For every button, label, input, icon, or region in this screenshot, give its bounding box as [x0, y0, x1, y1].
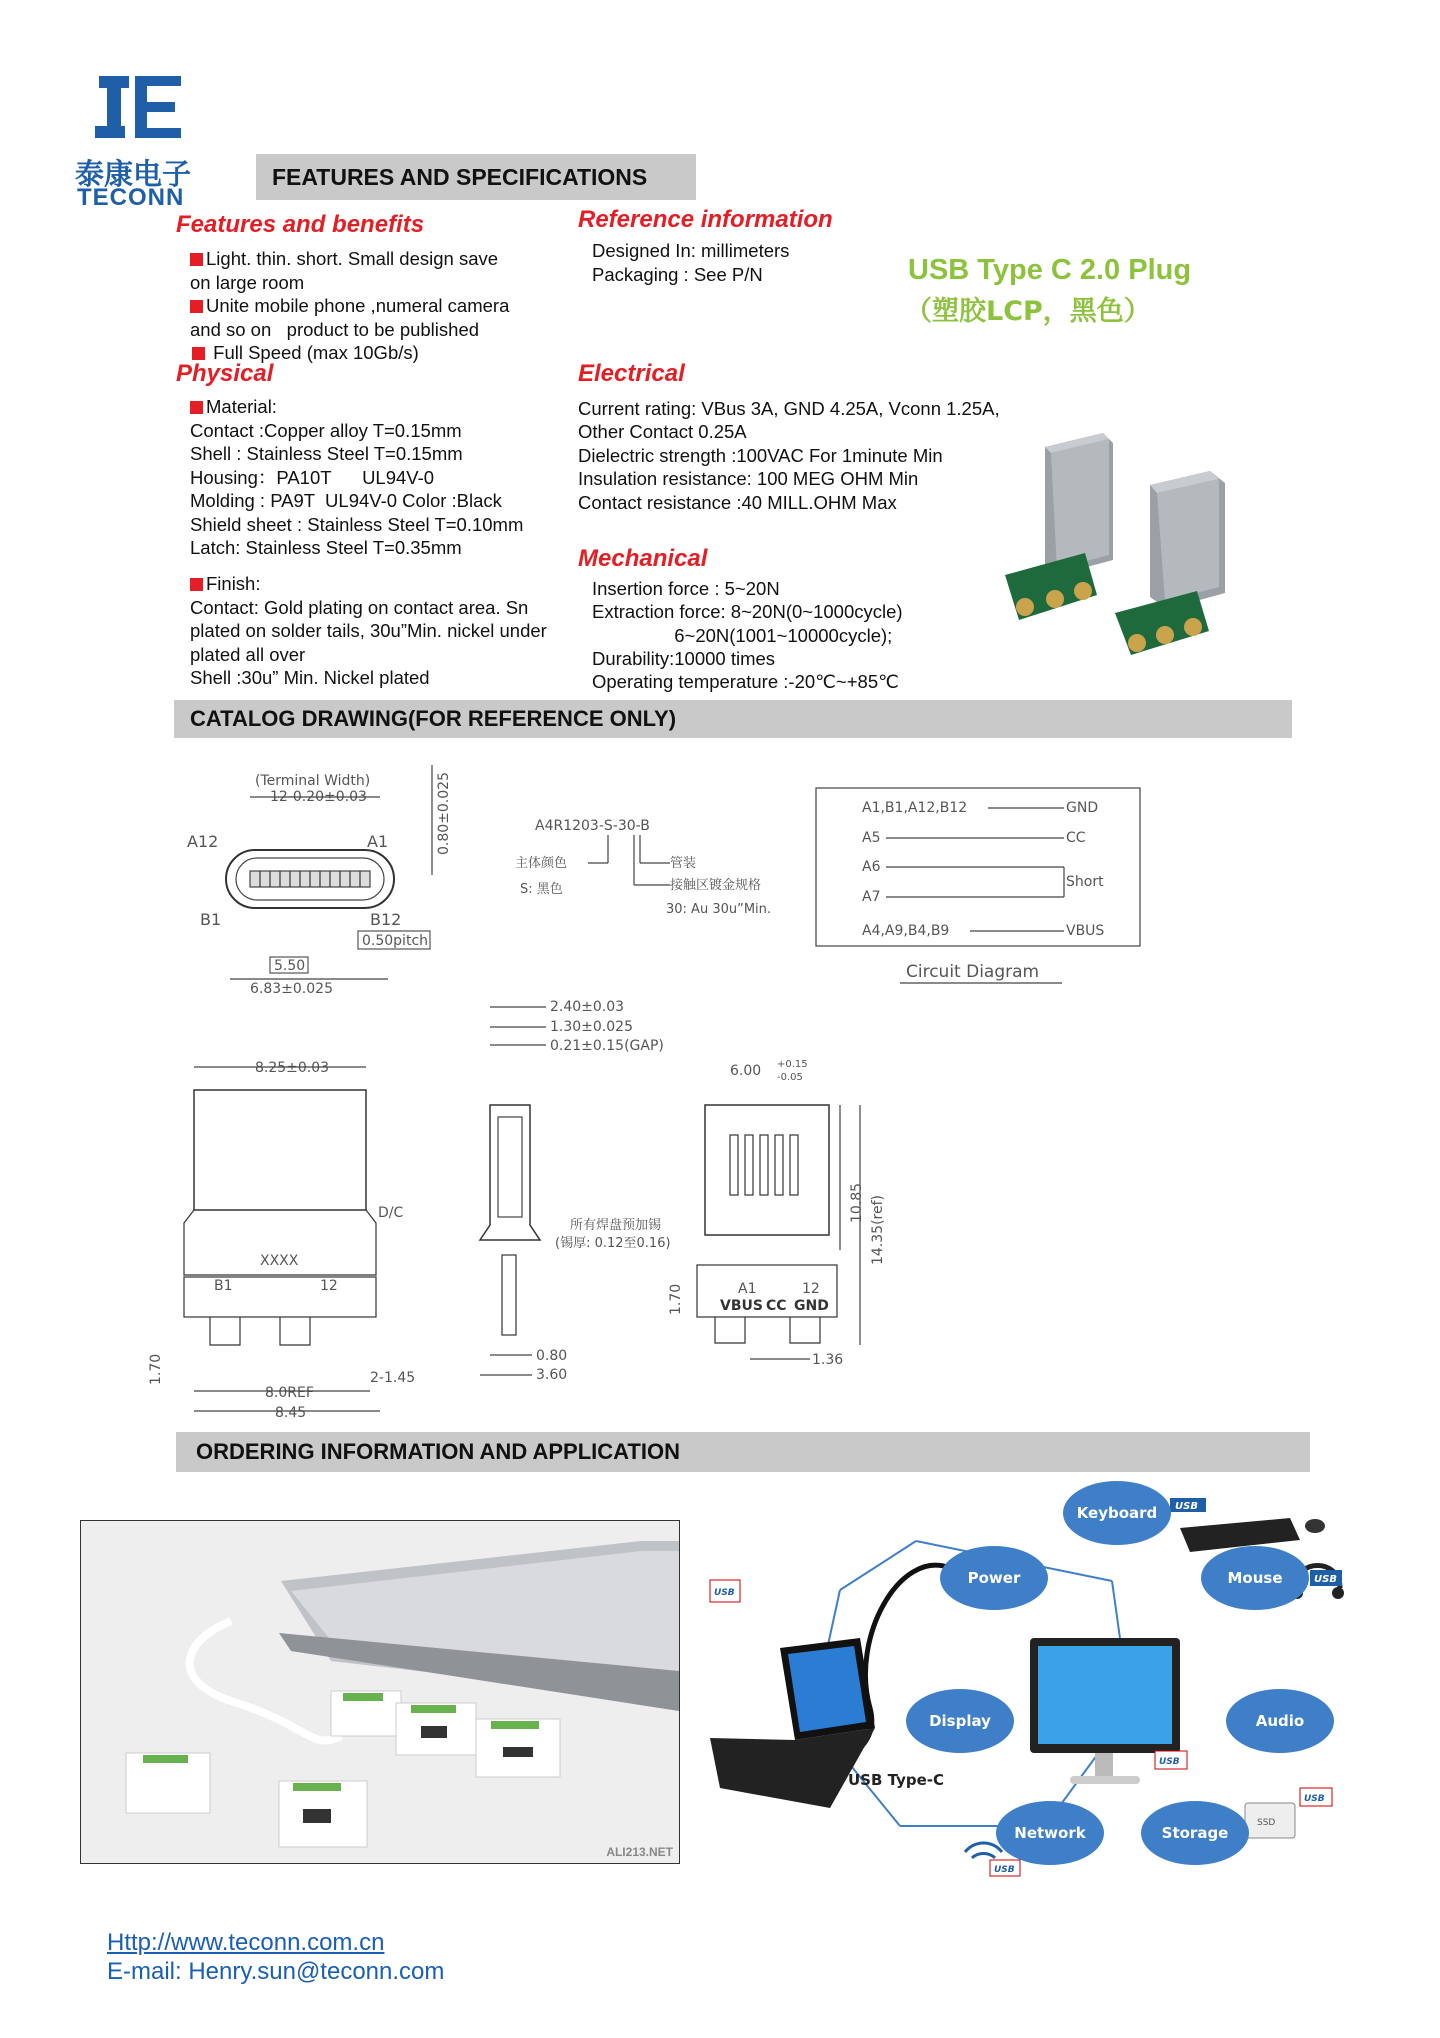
finish-label-text: Finish: — [206, 573, 261, 594]
part-number-callout — [515, 818, 771, 917]
banner-title: FEATURES AND SPECIFICATIONS — [272, 163, 648, 190]
finish-line-2: plated on solder tails, 30u”Min. nickel under — [190, 620, 547, 641]
mechanical-line-3: 6~20N(1001~10000cycle); — [592, 625, 893, 646]
side-dim-2: 1.30±0.025 — [550, 1019, 633, 1035]
node-audio — [1226, 1689, 1334, 1753]
product-subtitle: （塑胶LCP，黑色） — [905, 296, 1151, 327]
circuit-caption: Circuit Diagram — [906, 962, 1040, 982]
node-power — [940, 1546, 1048, 1610]
solder-note-1: 所有焊盘预加锡 — [570, 1218, 662, 1233]
side-dim-1: 2.40±0.03 — [550, 999, 625, 1015]
front-dim-3: 8.0REF — [265, 1385, 314, 1401]
banner-catalog-drawing — [174, 700, 1292, 738]
node-display-label: Display — [929, 1712, 991, 1730]
signal-cc: CC — [1066, 830, 1086, 846]
circuit-row-3: A6 — [862, 859, 881, 875]
mechanical-line-5: Operating temperature :-20℃~+85℃ — [592, 671, 899, 692]
keyboard-icon — [1180, 1518, 1300, 1552]
circuit-row-4: A7 — [862, 889, 881, 905]
mechanical-heading: Mechanical — [578, 545, 708, 572]
node-keyboard — [1063, 1481, 1171, 1545]
physical-line-3: Housing：PA10T UL94V-0 — [190, 467, 435, 488]
usb-badge-text: USB — [1314, 1574, 1337, 1585]
front-view — [148, 1060, 415, 1421]
rear-signal-vbus: VBUS — [720, 1298, 763, 1314]
usb-badge-icon — [1155, 1751, 1187, 1769]
plating-label: 接触区镀金规格 — [670, 878, 762, 893]
finish-line-4: Shell :30u” Min. Nickel plated — [190, 667, 430, 688]
physical-heading: Physical — [176, 360, 274, 387]
physical-line-4: Molding : PA9T UL94V-0 Color :Black — [190, 490, 502, 511]
features-text: Full Speed (max 10Gb/s) — [208, 342, 419, 363]
node-mouse-label: Mouse — [1227, 1569, 1283, 1587]
node-power-label: Power — [967, 1569, 1021, 1587]
reference-line-1: Designed In: millimeters — [592, 240, 790, 261]
usb-adapter-3 — [476, 1719, 560, 1777]
physical-line-6: Latch: Stainless Steel T=0.35mm — [190, 537, 462, 558]
features-heading: Features and benefits — [176, 211, 425, 238]
pin-a1-label: A1 — [367, 832, 389, 851]
node-storage — [1141, 1801, 1249, 1865]
features-text: Light. thin. short. Small design save — [206, 248, 499, 269]
side-bottom-dim-1: 0.80 — [536, 1348, 568, 1364]
front-dim-1: 1.70 — [148, 1353, 164, 1385]
electrical-line-5: Contact resistance :40 MILL.OHM Max — [578, 492, 897, 513]
features-text: Unite mobile phone ,numeral camera — [206, 295, 510, 316]
features-line-1 — [190, 247, 498, 271]
ssd-icon — [1245, 1803, 1295, 1838]
terminal-width-label: (Terminal Width) — [255, 773, 371, 789]
usb-badge-icon — [990, 1860, 1020, 1876]
electrical-heading: Electrical — [578, 360, 685, 387]
bullet-icon — [190, 248, 206, 269]
electrical-line-4: Insulation resistance: 100 MEG OHM Min — [578, 468, 919, 489]
physical-line-1: Contact :Copper alloy T=0.15mm — [190, 420, 462, 441]
pin-b1-label: B1 — [200, 910, 222, 929]
rear-tol-plus: +0.15 — [777, 1059, 808, 1070]
usb-badge-text: USB — [994, 1865, 1015, 1875]
hub-photo-illustration — [81, 1521, 679, 1863]
application-photo — [80, 1520, 680, 1864]
product-photo — [985, 425, 1260, 670]
package-label: 管装 — [670, 856, 697, 871]
pin-a12-label: A12 — [187, 832, 219, 851]
usb-badge-text: USB — [1159, 1757, 1180, 1767]
pin-b12-label: B12 — [370, 910, 402, 929]
circuit-row-2: A5 — [862, 830, 881, 846]
usb-badge-icon — [710, 1580, 740, 1602]
logo-en: TECONN — [77, 184, 185, 211]
catalog-drawing — [148, 745, 1170, 1425]
usb-badge-icon — [1170, 1498, 1206, 1512]
node-audio-label: Audio — [1255, 1712, 1305, 1730]
mechanical-line-1: Insertion force : 5~20N — [592, 578, 780, 599]
usb-adapter-2 — [396, 1703, 476, 1755]
rear-tol-minus: -0.05 — [777, 1072, 803, 1083]
node-keyboard-label: Keyboard — [1076, 1504, 1158, 1522]
features-line-2: on large room — [190, 272, 305, 293]
logo-cn: 泰康电子 — [75, 157, 192, 191]
ssd-label: SSD — [1257, 1818, 1276, 1828]
plug-face-view — [187, 765, 452, 997]
solder-note — [555, 1217, 671, 1251]
front-dim-2: 2-1.45 — [370, 1370, 416, 1386]
side-dimension-labels — [490, 999, 664, 1054]
usb-type-c-label: USB Type-C — [848, 1771, 945, 1789]
rear-dim-total: 14.35(ref) — [870, 1195, 886, 1265]
features-line-4: and so on product to be published — [190, 319, 480, 340]
banner-title: ORDERING INFORMATION AND APPLICATION — [196, 1439, 680, 1464]
rear-pin-12: 12 — [802, 1281, 820, 1297]
usb-badge-text: USB — [1304, 1794, 1325, 1804]
photo-watermark: ALI213.NET — [606, 1845, 673, 1859]
finish-label — [190, 572, 261, 596]
rear-top-dim: 6.00 — [730, 1063, 762, 1079]
circuit-row-1: A1,B1,A12,B12 — [862, 800, 968, 816]
usb-adapter-5 — [279, 1781, 367, 1847]
side-dim-3: 0.21±0.15(GAP) — [550, 1038, 664, 1054]
usb-badge-icon — [1310, 1570, 1342, 1586]
finish-line-1: Contact: Gold plating on contact area. Sn — [190, 597, 529, 618]
physical-line-2: Shell : Stainless Steel T=0.15mm — [190, 443, 463, 464]
body-color-label: 主体颜色 — [515, 856, 568, 871]
front-dim-4: 8.45 — [275, 1405, 307, 1421]
solder-note-2: (锡厚: 0.12至0.16) — [555, 1236, 671, 1251]
signal-short: Short — [1066, 874, 1104, 890]
rear-dim-1: 1.70 — [668, 1283, 684, 1315]
bullet-icon — [190, 396, 206, 417]
bullet-icon — [190, 295, 206, 316]
circuit-diagram — [816, 788, 1140, 983]
height-dim: 0.80±0.025 — [436, 772, 452, 855]
wifi-icon — [965, 1843, 1002, 1858]
outer-dim: 6.83±0.025 — [250, 981, 333, 997]
front-pin-12: 12 — [320, 1278, 338, 1294]
teconn-logo-mark — [75, 68, 225, 153]
rear-signal-gnd: GND — [794, 1298, 829, 1314]
part-number: A4R1203-S-30-B — [535, 818, 650, 834]
usb-badge-icon — [1300, 1788, 1332, 1806]
front-width-dim: 8.25±0.03 — [255, 1060, 330, 1076]
bullet-icon — [190, 573, 206, 594]
logo — [75, 68, 225, 211]
usb-adapter-1 — [331, 1691, 401, 1736]
inner-dim: 5.50 — [274, 958, 306, 974]
material-label — [190, 395, 277, 419]
features-line-3 — [190, 294, 509, 318]
node-mouse — [1201, 1546, 1309, 1610]
usb-badge-text: USB — [1175, 1501, 1198, 1512]
marking-xxxx: XXXX — [260, 1253, 299, 1269]
footer-website-link[interactable]: Http://www.teconn.com.cn — [107, 1929, 385, 1956]
signal-vbus: VBUS — [1066, 923, 1105, 939]
node-display — [906, 1689, 1014, 1753]
rear-dim-2: 1.36 — [812, 1352, 844, 1368]
body-color-value: S: 黑色 — [520, 882, 563, 897]
banner-ordering-information — [176, 1432, 1310, 1472]
reference-line-2: Packaging : See P/N — [592, 264, 763, 285]
reference-heading: Reference information — [578, 206, 833, 233]
rear-dim-height: 10.85 — [849, 1182, 865, 1223]
side-bottom-dim-2: 3.60 — [536, 1367, 568, 1383]
mouse-icon — [1305, 1519, 1325, 1533]
physical-line-5: Shield sheet : Stainless Steel T=0.10mm — [190, 514, 524, 535]
mechanical-line-4: Durability:10000 times — [592, 648, 776, 669]
node-storage-label: Storage — [1161, 1824, 1229, 1842]
electrical-line-3: Dielectric strength :100VAC For 1minute Min — [578, 445, 943, 466]
finish-line-3: plated all over — [190, 644, 306, 665]
terminal-width-dim: 12-0.20±0.03 — [270, 789, 367, 805]
banner-features-specifications — [256, 154, 696, 200]
usb-badge-text: USB — [714, 1588, 735, 1598]
plating-value: 30: Au 30u”Min. — [666, 902, 772, 917]
rear-pin-a1: A1 — [738, 1281, 757, 1297]
pitch-dim: 0.50pitch — [362, 933, 429, 949]
mechanical-line-2: Extraction force: 8~20N(0~1000cycle) — [592, 601, 903, 622]
signal-gnd: GND — [1066, 800, 1099, 816]
banner-title: CATALOG DRAWING(FOR REFERENCE ONLY) — [190, 706, 677, 731]
circuit-row-5: A4,A9,B4,B9 — [862, 923, 950, 939]
electrical-line-2: Other Contact 0.25A — [578, 421, 747, 442]
date-code-label: D/C — [378, 1205, 404, 1221]
usb-type-c-application-diagram — [700, 1478, 1350, 1898]
usb-adapter-4 — [126, 1753, 210, 1813]
node-network-label: Network — [1014, 1824, 1086, 1842]
node-network — [996, 1801, 1104, 1865]
material-label-text: Material: — [206, 396, 277, 417]
electrical-line-1: Current rating: VBus 3A, GND 4.25A, Vconn 1.25A, — [578, 398, 1000, 419]
front-pin-b1: B1 — [214, 1278, 233, 1294]
rear-view — [668, 1059, 886, 1368]
footer-email[interactable]: E-mail: Henry.sun@teconn.com — [107, 1958, 445, 1985]
rear-signal-cc: CC — [766, 1298, 787, 1314]
product-title: USB Type C 2.0 Plug — [908, 254, 1192, 286]
